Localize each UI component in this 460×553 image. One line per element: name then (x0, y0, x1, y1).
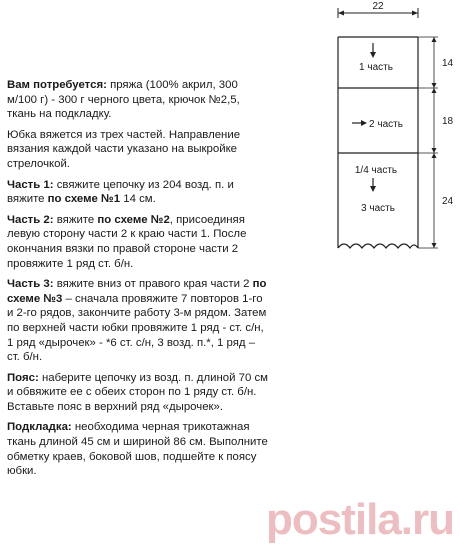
part2-label: 2 часть (369, 119, 403, 130)
materials-body: пряжа (100% акрил, 300 м/100 г) - 300 г черного цвета, крючок №2,5, ткань на подкладку. (7, 79, 240, 121)
width-label: 22 (372, 1, 384, 12)
part3-heading: Часть 3: (7, 278, 54, 291)
belt-heading: Пояс: (7, 371, 39, 384)
lining-heading: Подкладка: (7, 421, 72, 434)
part2-text-b: , присоединяя левую сторону части 2 к краю части 1. После окончания вязки по правой стороне части 2 провяжите 1 ряд ст. б/н. (7, 213, 247, 270)
intro-paragraph: Юбка вяжется из трех частей. Направление вязания каждой части указано на выкройке стрелочкой. (7, 128, 241, 170)
part2-scheme: по схеме №2 (97, 213, 170, 226)
watermark-logo: postila.ru (265, 495, 454, 544)
pattern-diagram (300, 0, 460, 260)
part1-scheme: по схеме №1 (47, 193, 121, 206)
height-label-3: 24 (442, 196, 454, 207)
materials-paragraph (7, 78, 269, 122)
part1-paragraph (7, 178, 269, 207)
height-label-2: 18 (442, 116, 454, 127)
part2-heading: Часть 2: (7, 213, 54, 226)
part3-paragraph (7, 277, 269, 365)
part2-text-a: вяжите (56, 213, 95, 226)
part1-text-b: 14 см. (123, 193, 156, 206)
part3-text-a: вяжите вниз от правого края части 2 (56, 278, 250, 291)
lining-paragraph (7, 420, 269, 478)
height-label-1: 14 (442, 58, 454, 69)
part3-sublabel: 1/4 часть (354, 165, 398, 176)
belt-text: наберите цепочку из возд. п. длиной 70 см и обвяжите ее с обеих сторон по 1 ряду ст. б/н. Вставьте пояс в верхний ряд «дырочек». (7, 371, 268, 413)
part2-paragraph (7, 213, 269, 271)
part1-label: 1 часть (359, 62, 393, 73)
part3-text-b: – сначала провяжите 7 повторов 1-го и 2-го рядов, закончите работу 3-м рядом. Затем по верхней части юбки провяжите 1 ряд - ст. с/н, 1 ряд «дырочек» - *6 ст. с/н, 3 возд. п.*, 1 ряд – ст. б/н. (7, 292, 267, 364)
instructions-text (7, 78, 269, 485)
lining-text: необходима черная трикотажная ткань длиной 45 см и шириной 86 см. Выполните обметку краев, боковой шов, подшейте к поясу юбки. (7, 421, 268, 478)
part3-label: 3 часть (361, 203, 395, 214)
part1-text-a: свяжите цепочку из 204 возд. п. и вяжите (7, 178, 234, 206)
part1-heading: Часть 1: (7, 178, 54, 191)
belt-paragraph (7, 371, 269, 415)
part3-scheme: по схеме №3 (7, 278, 267, 305)
materials-label: Вам потребуется: (7, 79, 107, 91)
